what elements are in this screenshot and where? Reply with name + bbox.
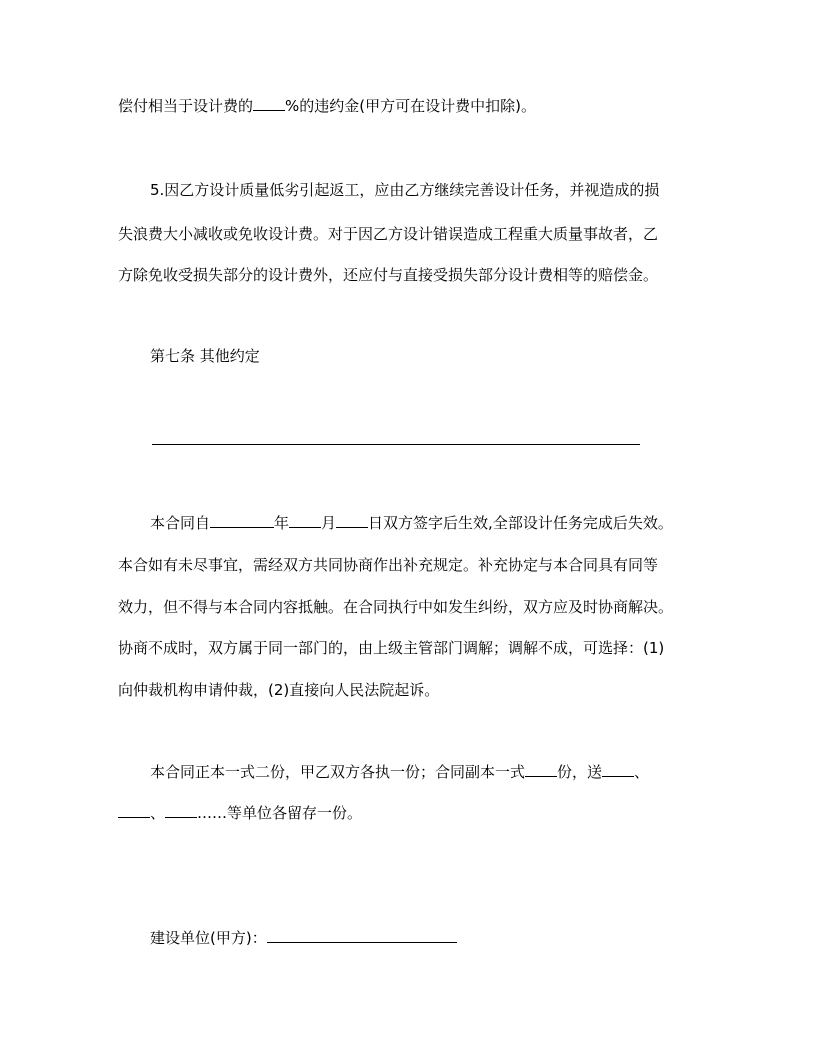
- text-segment: 偿付相当于设计费的: [118, 97, 254, 115]
- text-segment: 月: [321, 514, 337, 532]
- effect-line-3: 效力，但不得与本合同内容抵触。在合同执行中如发生纠纷，双方应及时协商解决。: [118, 598, 674, 616]
- recipient-blank-2: [118, 803, 150, 818]
- party-a-signature-line: [150, 928, 457, 948]
- penalty-clause-line: [118, 96, 536, 116]
- effect-line-1: [150, 513, 673, 533]
- text-segment: 份，送: [557, 763, 603, 781]
- text-segment: 日双方签字后生效,全部设计任务完成后失效。: [368, 514, 673, 532]
- other-agreement-blank-line: [152, 444, 640, 445]
- clause-5-line-2: 失浪费大小减收或免收设计费。对于因乙方设计错误造成工程重大质量事故者，乙: [118, 225, 659, 243]
- month-blank: [289, 513, 321, 528]
- copies-line-2: [118, 803, 362, 823]
- party-a-label: 建设单位(甲方)：: [150, 929, 267, 947]
- recipient-blank-1: [602, 762, 634, 777]
- text-segment: %的违约金(甲方可在设计费中扣除)。: [285, 97, 536, 115]
- text-segment: 本合同正本一式二份，甲乙双方各执一份；合同副本一式: [150, 763, 526, 781]
- text-segment: 年: [274, 514, 290, 532]
- day-blank: [336, 513, 368, 528]
- year-blank: [210, 513, 274, 528]
- party-a-name-blank: [267, 928, 457, 943]
- effect-line-4: 协商不成时，双方属于同一部门的，由上级主管部门调解；调解不成，可选择：(1): [118, 639, 665, 657]
- penalty-percent-blank: [253, 96, 285, 111]
- clause-5-line-3: 方除免收受损失部分的设计费外，还应付与直接受损失部分设计费相等的赔偿金。: [118, 266, 659, 284]
- clause-5-line-1: 5.因乙方设计质量低劣引起返工，应由乙方继续完善设计任务，并视造成的损: [150, 181, 660, 199]
- article-7-heading: 第七条 其他约定: [150, 347, 260, 365]
- recipient-blank-3: [165, 803, 197, 818]
- effect-line-2: 本合如有未尽事宜，需经双方共同协商作出补充规定。补充协定与本合同具有同等: [118, 556, 659, 574]
- effect-line-5: 向仲裁机构申请仲裁，(2)直接向人民法院起诉。: [118, 681, 440, 699]
- copies-line-1: [150, 762, 649, 782]
- text-segment: 、: [150, 804, 166, 822]
- text-segment: ……等单位各留存一份。: [197, 804, 363, 822]
- text-segment: 、: [634, 763, 650, 781]
- text-segment: 本合同自: [150, 514, 211, 532]
- copies-count-blank: [525, 762, 557, 777]
